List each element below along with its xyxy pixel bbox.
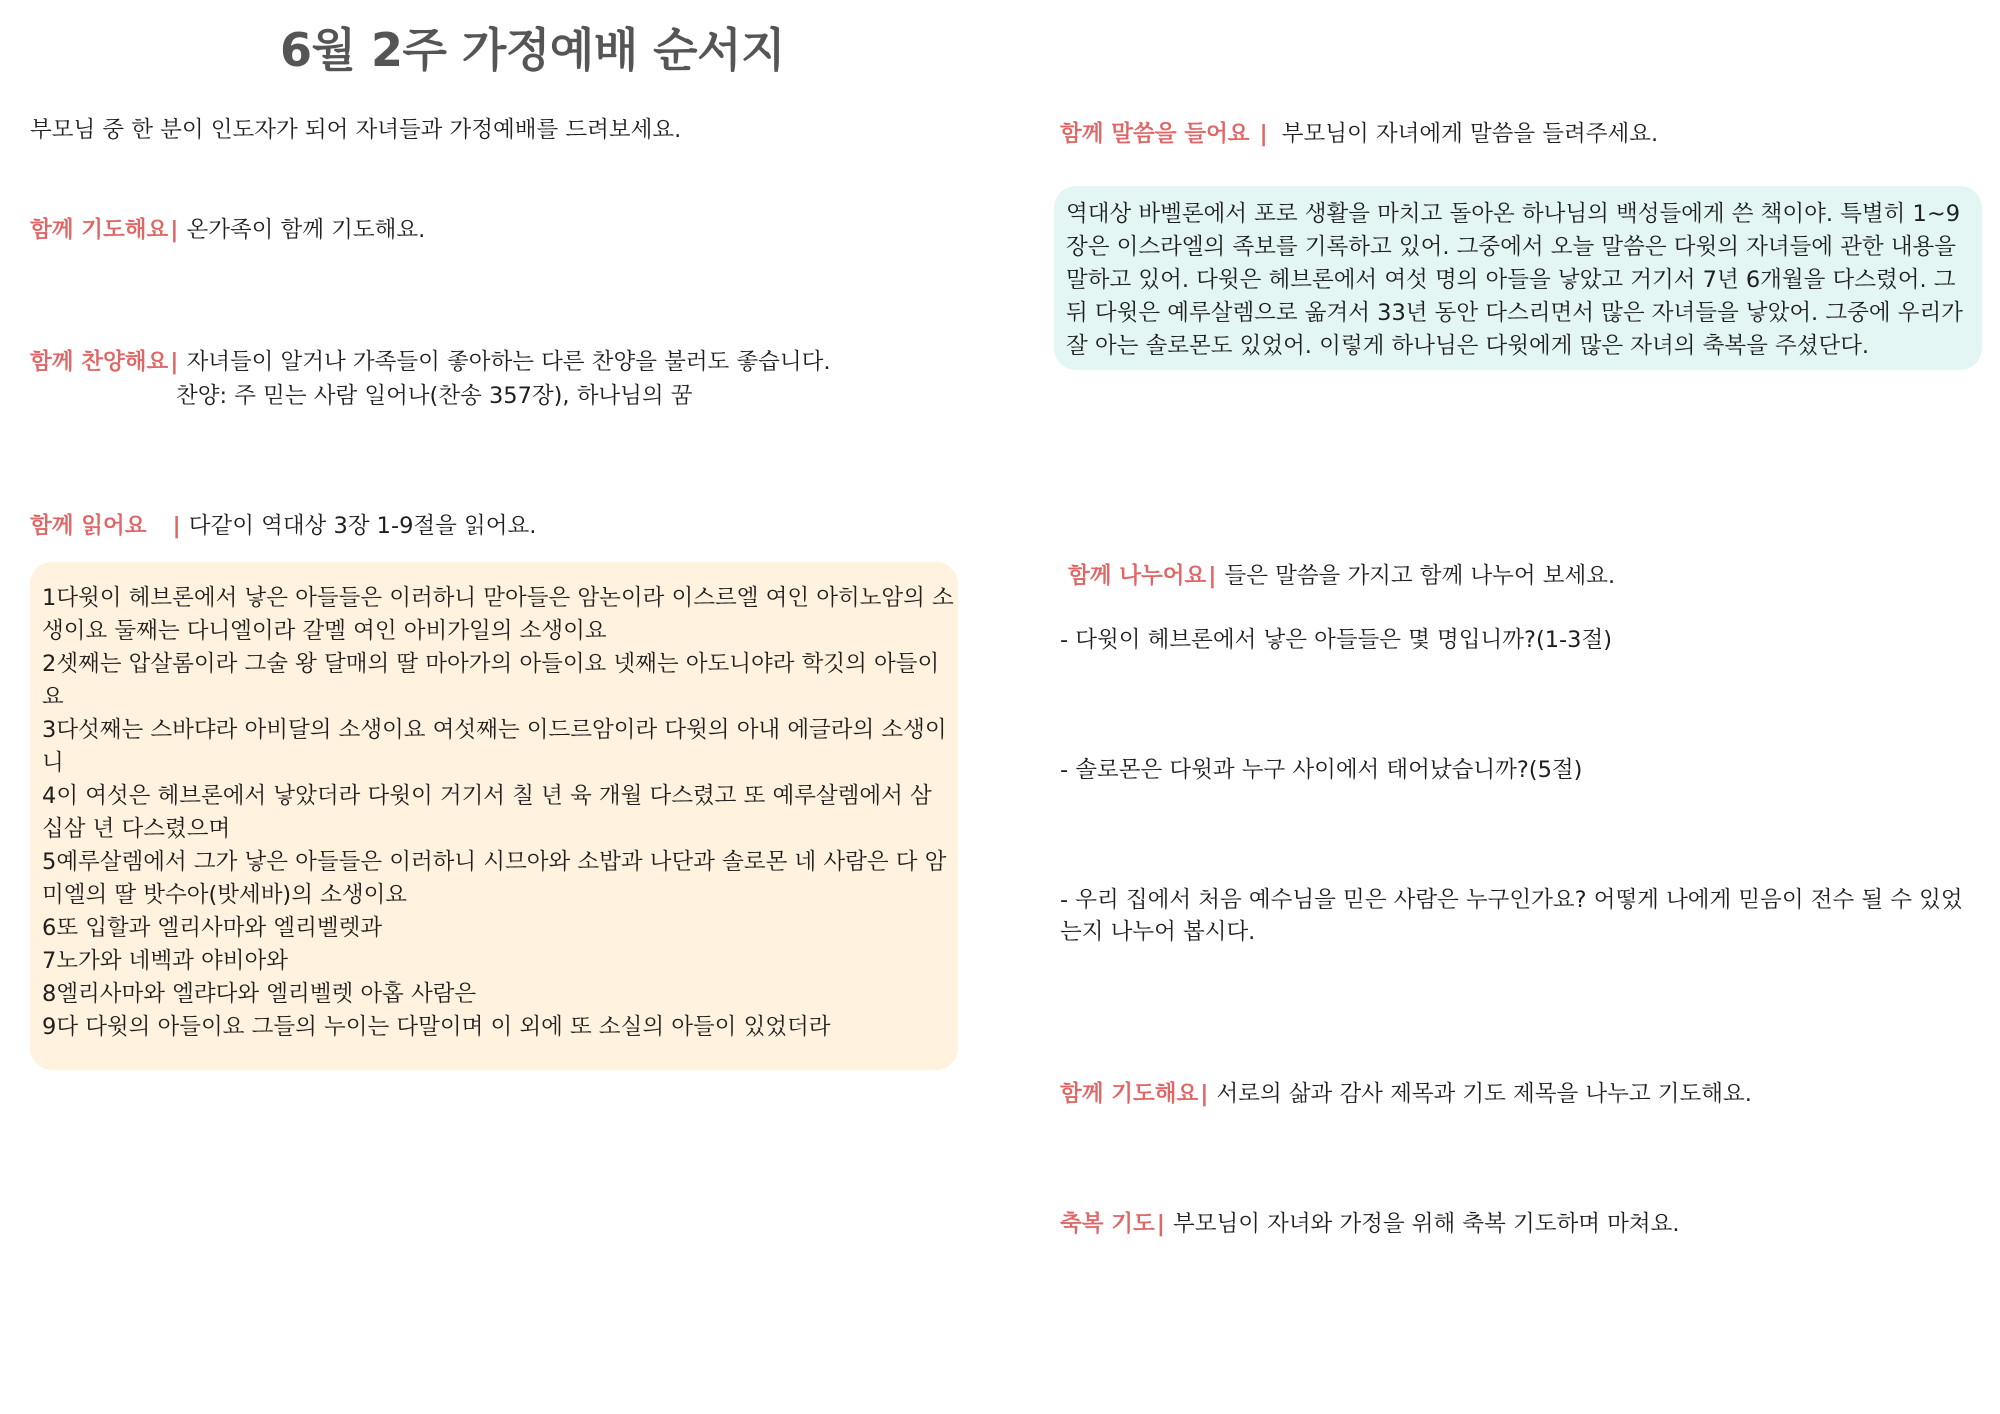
question-2: - 솔로몬은 다윗과 누구 사이에서 태어났습니까?(5절) bbox=[1060, 757, 1583, 783]
section-text: 부모님이 자녀와 가정을 위해 축복 기도하며 마쳐요. bbox=[1173, 1211, 1680, 1237]
scripture-line: 5예루살렘에서 그가 낳은 아들들은 이러하니 시므아와 소밥과 나단과 솔로몬 네 사람은 다 암 bbox=[42, 849, 947, 875]
page-title: 6월 2주 가정예배 순서지 bbox=[280, 23, 785, 77]
section-label: 함께 말씀을 들어요 bbox=[1060, 121, 1250, 147]
divider-bar: | bbox=[172, 513, 181, 539]
section-pray-closing bbox=[1060, 1078, 1752, 1110]
scripture-line: 니 bbox=[42, 750, 64, 776]
divider-bar: | bbox=[1200, 1081, 1209, 1107]
scripture-line: 9다 다윗의 아들이요 그들의 누이는 다말이며 이 외에 또 소실의 아들이 있었더라 bbox=[42, 1014, 831, 1040]
scripture-line: 6또 입할과 엘리사마와 엘리벨렛과 bbox=[42, 915, 383, 941]
divider-bar: | bbox=[170, 349, 179, 375]
section-label: 함께 읽어요 bbox=[30, 513, 147, 539]
section-text: 부모님이 자녀에게 말씀을 들려주세요. bbox=[1281, 121, 1659, 147]
sermon-line: 잘 아는 솔로몬도 있었어. 이렇게 하나님은 다윗에게 많은 자녀의 축복을 주셨단다. bbox=[1066, 333, 1870, 359]
sermon-line: 뒤 다윗은 예루살렘으로 옮겨서 33년 동안 다스리면서 많은 자녀들을 낳았어. 그중에 우리가 bbox=[1066, 300, 1963, 326]
section-label: 함께 찬양해요 bbox=[30, 349, 169, 375]
section-text: 온가족이 함께 기도해요. bbox=[186, 217, 426, 243]
section-text: 서로의 삶과 감사 제목과 기도 제목을 나누고 기도해요. bbox=[1216, 1081, 1752, 1107]
section-text: 다같이 역대상 3장 1-9절을 읽어요. bbox=[188, 513, 537, 539]
praise-songs: 찬양: 주 믿는 사람 일어나(찬송 357장), 하나님의 꿈 bbox=[176, 383, 693, 409]
scripture-line: 4이 여섯은 헤브론에서 낳았더라 다윗이 거기서 칠 년 육 개월 다스렸고 또 예루살렘에서 삼 bbox=[42, 783, 932, 809]
sermon-line: 말하고 있어. 다윗은 헤브론에서 여섯 명의 아들을 낳았고 거기서 7년 6개월을 다스렸어. 그 bbox=[1066, 267, 1956, 293]
section-label: 함께 기도해요 bbox=[30, 217, 169, 243]
section-label: 함께 기도해요 bbox=[1060, 1081, 1199, 1107]
section-text: 들은 말씀을 가지고 함께 나누어 보세요. bbox=[1224, 563, 1616, 589]
scripture-box bbox=[30, 562, 958, 1070]
question-3-line-1: - 우리 집에서 처음 예수님을 믿은 사람은 누구인가요? 어떻게 나에게 믿음이 전수 될 수 있었 bbox=[1060, 887, 1963, 913]
divider-bar: | bbox=[1156, 1211, 1165, 1237]
scripture-line: 요 bbox=[42, 684, 64, 710]
scripture-line: 십삼 년 다스렸으며 bbox=[42, 816, 231, 842]
question-1: - 다윗이 헤브론에서 낳은 아들들은 몇 명입니까?(1-3절) bbox=[1060, 627, 1612, 653]
divider-bar: | bbox=[1259, 121, 1268, 147]
section-text: 자녀들이 알거나 가족들이 좋아하는 다른 찬양을 불러도 좋습니다. bbox=[186, 349, 831, 375]
section-blessing bbox=[1060, 1208, 1680, 1240]
scripture-line: 1다윗이 헤브론에서 낳은 아들들은 이러하니 맏아들은 암논이라 이스르엘 여인 아히노암의 소 bbox=[42, 585, 954, 611]
scripture-line: 2셋째는 압살롬이라 그술 왕 달매의 딸 마아가의 아들이요 넷째는 아도니야라 학깃의 아들이 bbox=[42, 651, 940, 677]
scripture-line: 생이요 둘째는 다니엘이라 갈멜 여인 아비가일의 소생이요 bbox=[42, 618, 607, 644]
scripture-line: 8엘리사마와 엘랴다와 엘리벨렛 아홉 사람은 bbox=[42, 981, 477, 1007]
section-label: 축복 기도 bbox=[1060, 1211, 1155, 1237]
sermon-line: 장은 이스라엘의 족보를 기록하고 있어. 그중에서 오늘 말씀은 다윗의 자녀들에 관한 내용을 bbox=[1066, 234, 1957, 260]
scripture-line: 미엘의 딸 밧수아(밧세바)의 소생이요 bbox=[42, 882, 408, 908]
scripture-line: 3다섯째는 스바댜라 아비달의 소생이요 여섯째는 이드르암이라 다윗의 아내 에글라의 소생이 bbox=[42, 717, 947, 743]
section-share bbox=[1068, 560, 1615, 592]
divider-bar: | bbox=[170, 217, 179, 243]
intro-text: 부모님 중 한 분이 인도자가 되어 자녀들과 가정예배를 드려보세요. bbox=[30, 117, 682, 143]
divider-bar: | bbox=[1208, 563, 1217, 589]
question-3-line-2: 는지 나누어 봅시다. bbox=[1060, 919, 1256, 945]
scripture-line: 7노가와 네벡과 야비아와 bbox=[42, 948, 288, 974]
sermon-box bbox=[1054, 186, 1982, 370]
section-read bbox=[30, 510, 536, 542]
section-label: 함께 나누어요 bbox=[1068, 563, 1207, 589]
sermon-line: 역대상 바벨론에서 포로 생활을 마치고 돌아온 하나님의 백성들에게 쓴 책이야. 특별히 1~9 bbox=[1066, 201, 1961, 227]
section-word bbox=[1060, 118, 1658, 150]
section-praise bbox=[30, 346, 831, 378]
section-pray-opening bbox=[30, 214, 425, 246]
